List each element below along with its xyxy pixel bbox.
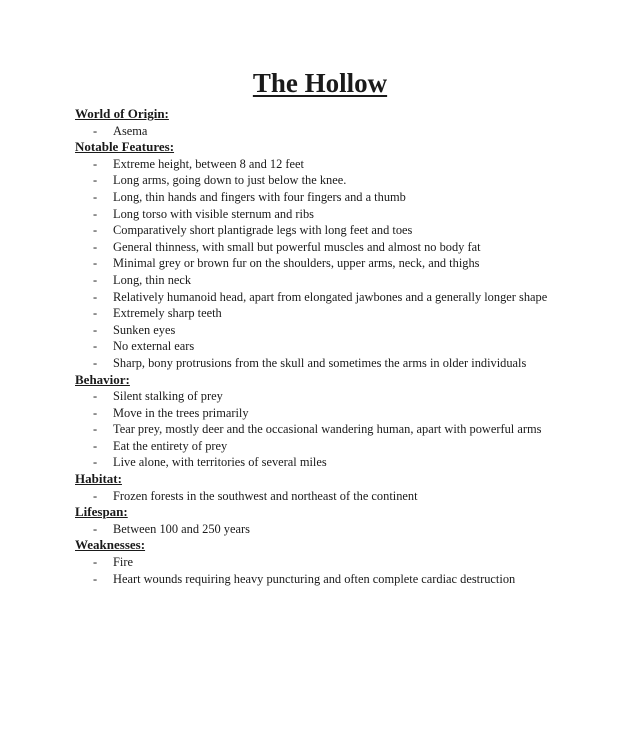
list-item-text: Silent stalking of prey bbox=[113, 389, 223, 404]
section-weaknesses bbox=[75, 537, 620, 587]
dash-bullet: - bbox=[93, 206, 98, 221]
list-item bbox=[75, 338, 620, 355]
section-heading: Habitat: bbox=[75, 471, 122, 487]
list-item-text: Extreme height, between 8 and 12 feet bbox=[113, 156, 304, 171]
dash-bullet: - bbox=[93, 239, 98, 254]
section-behavior bbox=[75, 372, 620, 472]
list-item-text: Fire bbox=[113, 555, 133, 570]
list-item bbox=[75, 222, 620, 239]
list-item bbox=[75, 454, 620, 471]
dash-bullet: - bbox=[93, 189, 98, 204]
section-world-of-origin bbox=[75, 106, 620, 139]
list-item bbox=[75, 554, 620, 571]
list-item-text: Asema bbox=[113, 123, 148, 138]
dash-bullet: - bbox=[93, 289, 98, 304]
list-item-text: Long, thin hands and fingers with four fingers and a thumb bbox=[113, 189, 406, 204]
list-item-text: Heart wounds requiring heavy puncturing and often complete cardiac destruction bbox=[113, 571, 516, 586]
list-item-text: Relatively humanoid head, apart from elongated jawbones and a generally longer shape bbox=[113, 289, 548, 304]
list-item-text: Long, thin neck bbox=[113, 272, 192, 287]
list-item bbox=[75, 388, 620, 405]
dash-bullet: - bbox=[93, 256, 98, 271]
dash-bullet: - bbox=[93, 438, 98, 453]
dash-bullet: - bbox=[93, 123, 98, 138]
dash-bullet: - bbox=[93, 405, 98, 420]
list-item bbox=[75, 255, 620, 272]
list-item bbox=[75, 405, 620, 422]
list-item-text: Comparatively short plantigrade legs with long feet and toes bbox=[113, 223, 413, 238]
dash-bullet: - bbox=[93, 173, 98, 188]
dash-bullet: - bbox=[93, 521, 98, 536]
list-item bbox=[75, 172, 620, 189]
list-item bbox=[75, 438, 620, 455]
dash-bullet: - bbox=[93, 355, 98, 370]
list-item bbox=[75, 322, 620, 339]
dash-bullet: - bbox=[93, 455, 98, 470]
dash-bullet: - bbox=[93, 339, 98, 354]
list-item-text: Frozen forests in the southwest and northeast of the continent bbox=[113, 488, 418, 503]
dash-bullet: - bbox=[93, 306, 98, 321]
list-item-text: Between 100 and 250 years bbox=[113, 521, 250, 536]
list-item-text: Move in the trees primarily bbox=[113, 405, 249, 420]
list-item bbox=[75, 488, 620, 505]
list-item bbox=[75, 289, 620, 306]
section-heading: Weaknesses: bbox=[75, 537, 146, 553]
dash-bullet: - bbox=[93, 422, 98, 437]
section-habitat bbox=[75, 471, 620, 504]
list-item-text: Minimal grey or brown fur on the shoulders, upper arms, neck, and thighs bbox=[113, 256, 480, 271]
section-heading: Notable Features: bbox=[75, 139, 175, 155]
list-item-text: No external ears bbox=[113, 339, 195, 354]
list-item bbox=[75, 521, 620, 538]
list-item-text: Long arms, going down to just below the knee. bbox=[113, 173, 347, 188]
list-item-text: General thinness, with small but powerful muscles and almost no body fat bbox=[113, 239, 481, 254]
dash-bullet: - bbox=[93, 555, 98, 570]
list-item bbox=[75, 123, 620, 140]
page-title: The Hollow bbox=[252, 68, 388, 98]
dash-bullet: - bbox=[93, 272, 98, 287]
list-item-text: Tear prey, mostly deer and the occasional wandering human, apart with powerful arms bbox=[113, 422, 542, 437]
section-heading: Lifespan: bbox=[75, 504, 128, 520]
list-item-text: Live alone, with territories of several miles bbox=[113, 455, 327, 470]
list-item bbox=[75, 189, 620, 206]
list-item-text: Eat the entirety of prey bbox=[113, 438, 228, 453]
list-item bbox=[75, 571, 620, 588]
dash-bullet: - bbox=[93, 322, 98, 337]
list-item bbox=[75, 355, 620, 372]
dash-bullet: - bbox=[93, 389, 98, 404]
list-item bbox=[75, 156, 620, 173]
document-body bbox=[75, 106, 620, 587]
section-notable-features bbox=[75, 139, 620, 371]
list-item-text: Long torso with visible sternum and ribs bbox=[113, 206, 314, 221]
list-item bbox=[75, 239, 620, 256]
dash-bullet: - bbox=[93, 156, 98, 171]
dash-bullet: - bbox=[93, 571, 98, 586]
list-item bbox=[75, 421, 620, 438]
list-item-text: Sunken eyes bbox=[113, 322, 176, 337]
list-item-text: Sharp, bony protrusions from the skull and sometimes the arms in older individuals bbox=[113, 355, 527, 370]
list-item bbox=[75, 272, 620, 289]
section-heading: World of Origin: bbox=[75, 106, 169, 121]
section-heading: Behavior: bbox=[75, 371, 130, 387]
dash-bullet: - bbox=[93, 488, 98, 503]
list-item bbox=[75, 206, 620, 223]
list-item bbox=[75, 305, 620, 322]
list-item-text: Extremely sharp teeth bbox=[113, 306, 222, 321]
section-lifespan bbox=[75, 504, 620, 537]
dash-bullet: - bbox=[93, 223, 98, 238]
